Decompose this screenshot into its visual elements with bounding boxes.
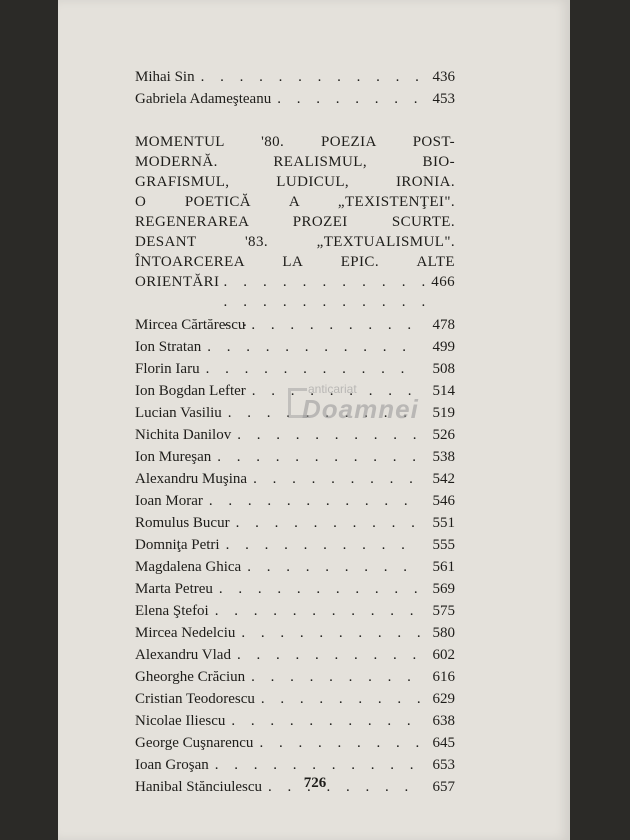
section-line: REGENERAREA PROZEI SCURTE. — [135, 214, 455, 230]
toc-entry — [135, 710, 455, 732]
dot-leader — [271, 88, 421, 110]
entry-page: 561 — [432, 559, 455, 575]
entry-name: Ioan Morar — [135, 493, 203, 509]
entry-name: Elena Ştefoi — [135, 603, 209, 619]
page-number: 726 — [303, 775, 327, 791]
dot-leader — [235, 622, 421, 644]
section-line: MOMENTUL '80. POEZIA POST- — [135, 134, 455, 150]
section-line: MODERNĂ. REALISMUL, BIO- — [135, 154, 455, 170]
dot-leader — [200, 358, 421, 380]
entry-name: George Cuşnarencu — [135, 735, 254, 751]
entry-name: Ion Mureşan — [135, 449, 212, 465]
entry-name: Ion Bogdan Lefter — [135, 383, 246, 399]
section-last-line — [135, 272, 455, 292]
entry-name: Marta Petreu — [135, 581, 213, 597]
toc-entry — [135, 754, 455, 776]
entry-name: Lucian Vasiliu — [135, 405, 222, 421]
entry-name: Florin Iaru — [135, 361, 200, 377]
toc-entry — [135, 688, 455, 710]
toc-entry — [135, 666, 455, 688]
entry-page: 519 — [432, 405, 455, 421]
entry-page: 508 — [432, 361, 455, 377]
watermark-logo — [288, 382, 419, 432]
toc-entry — [135, 600, 455, 622]
toc-entry — [135, 644, 455, 666]
entry-name: Domniţa Petri — [135, 537, 220, 553]
entry-name: Ioan Groşan — [135, 757, 209, 773]
table-of-contents — [135, 66, 455, 798]
section-line: O POETICĂ A „TEXISTENŢEI". — [135, 194, 455, 210]
entry-name: Mircea Nedelciu — [135, 625, 236, 641]
entry-name: Alexandru Muşina — [135, 471, 248, 487]
dot-leader — [209, 600, 421, 622]
section-last-text: ORIENTĂRI — [135, 274, 220, 290]
dot-leader — [225, 710, 421, 732]
entry-page: 569 — [432, 581, 455, 597]
entry-page: 546 — [432, 493, 455, 509]
entry-page: 514 — [432, 383, 455, 399]
toc-entry — [135, 468, 455, 490]
toc-entry — [135, 556, 455, 578]
dot-leader — [245, 314, 421, 336]
entry-name: Magdalena Ghica — [135, 559, 242, 575]
toc-entry — [135, 66, 455, 88]
entry-name: Hanibal Stănciulescu — [135, 779, 263, 795]
entry-page: 436 — [432, 69, 455, 85]
entry-page: 653 — [432, 757, 455, 773]
toc-entry — [135, 732, 455, 754]
watermark-top: anticariat — [308, 382, 357, 396]
entry-name: Gabriela Adameşteanu — [135, 91, 272, 107]
entry-page: 602 — [432, 647, 455, 663]
entry-page: 629 — [432, 691, 455, 707]
entry-name: Romulus Bucur — [135, 515, 230, 531]
dot-leader — [213, 578, 421, 600]
toc-entry — [135, 578, 455, 600]
entry-name: Mihai Sin — [135, 69, 195, 85]
section-line: ÎNTOARCEREA LA EPIC. ALTE — [135, 254, 455, 270]
entry-name: Nicolae Iliescu — [135, 713, 226, 729]
dot-leader — [209, 754, 421, 776]
section-page: 466 — [431, 274, 455, 290]
dot-leader — [253, 732, 421, 754]
toc-entry — [135, 314, 455, 336]
entry-page: 575 — [432, 603, 455, 619]
section-heading — [135, 132, 455, 292]
dot-leader — [245, 666, 421, 688]
dot-leader — [211, 446, 421, 468]
entry-page: 616 — [432, 669, 455, 685]
entry-name: Cristian Teodorescu — [135, 691, 255, 707]
entry-name: Ion Stratan — [135, 339, 202, 355]
entry-name: Nichita Danilov — [135, 427, 232, 443]
entry-page: 645 — [432, 735, 455, 751]
toc-entry — [135, 622, 455, 644]
dot-leader — [255, 688, 421, 710]
dot-leader — [231, 644, 421, 666]
entry-name: Gheorghe Crăciun — [135, 669, 246, 685]
entry-page: 542 — [432, 471, 455, 487]
toc-entry — [135, 336, 455, 358]
dot-leader — [195, 66, 421, 88]
entry-name: Mircea Cărtărescu — [135, 317, 246, 333]
entry-page: 638 — [432, 713, 455, 729]
entry-page: 657 — [432, 779, 455, 795]
dot-leader — [247, 468, 421, 490]
entry-page: 478 — [432, 317, 455, 333]
entry-page: 453 — [432, 91, 455, 107]
entry-name: Alexandru Vlad — [135, 647, 231, 663]
toc-entry — [135, 88, 455, 110]
entry-page: 555 — [432, 537, 455, 553]
dot-leader — [201, 336, 421, 358]
toc-entry — [135, 490, 455, 512]
top-entry-list — [135, 66, 455, 110]
entry-page: 538 — [432, 449, 455, 465]
dot-leader — [220, 534, 421, 556]
entry-page: 526 — [432, 427, 455, 443]
section-line: DESANT '83. „TEXTUALISMUL". — [135, 234, 455, 250]
toc-entry — [135, 512, 455, 534]
dot-leader — [241, 556, 421, 578]
section-line: GRAFISMUL, LUDICUL, IRONIA. — [135, 174, 455, 190]
toc-entry — [135, 446, 455, 468]
dot-leader — [203, 490, 421, 512]
entry-page: 499 — [432, 339, 455, 355]
dot-leader — [230, 512, 421, 534]
entry-page: 551 — [432, 515, 455, 531]
toc-entry — [135, 358, 455, 380]
watermark-main: Doamnei — [302, 394, 419, 424]
toc-entry — [135, 534, 455, 556]
entry-page: 580 — [432, 625, 455, 641]
